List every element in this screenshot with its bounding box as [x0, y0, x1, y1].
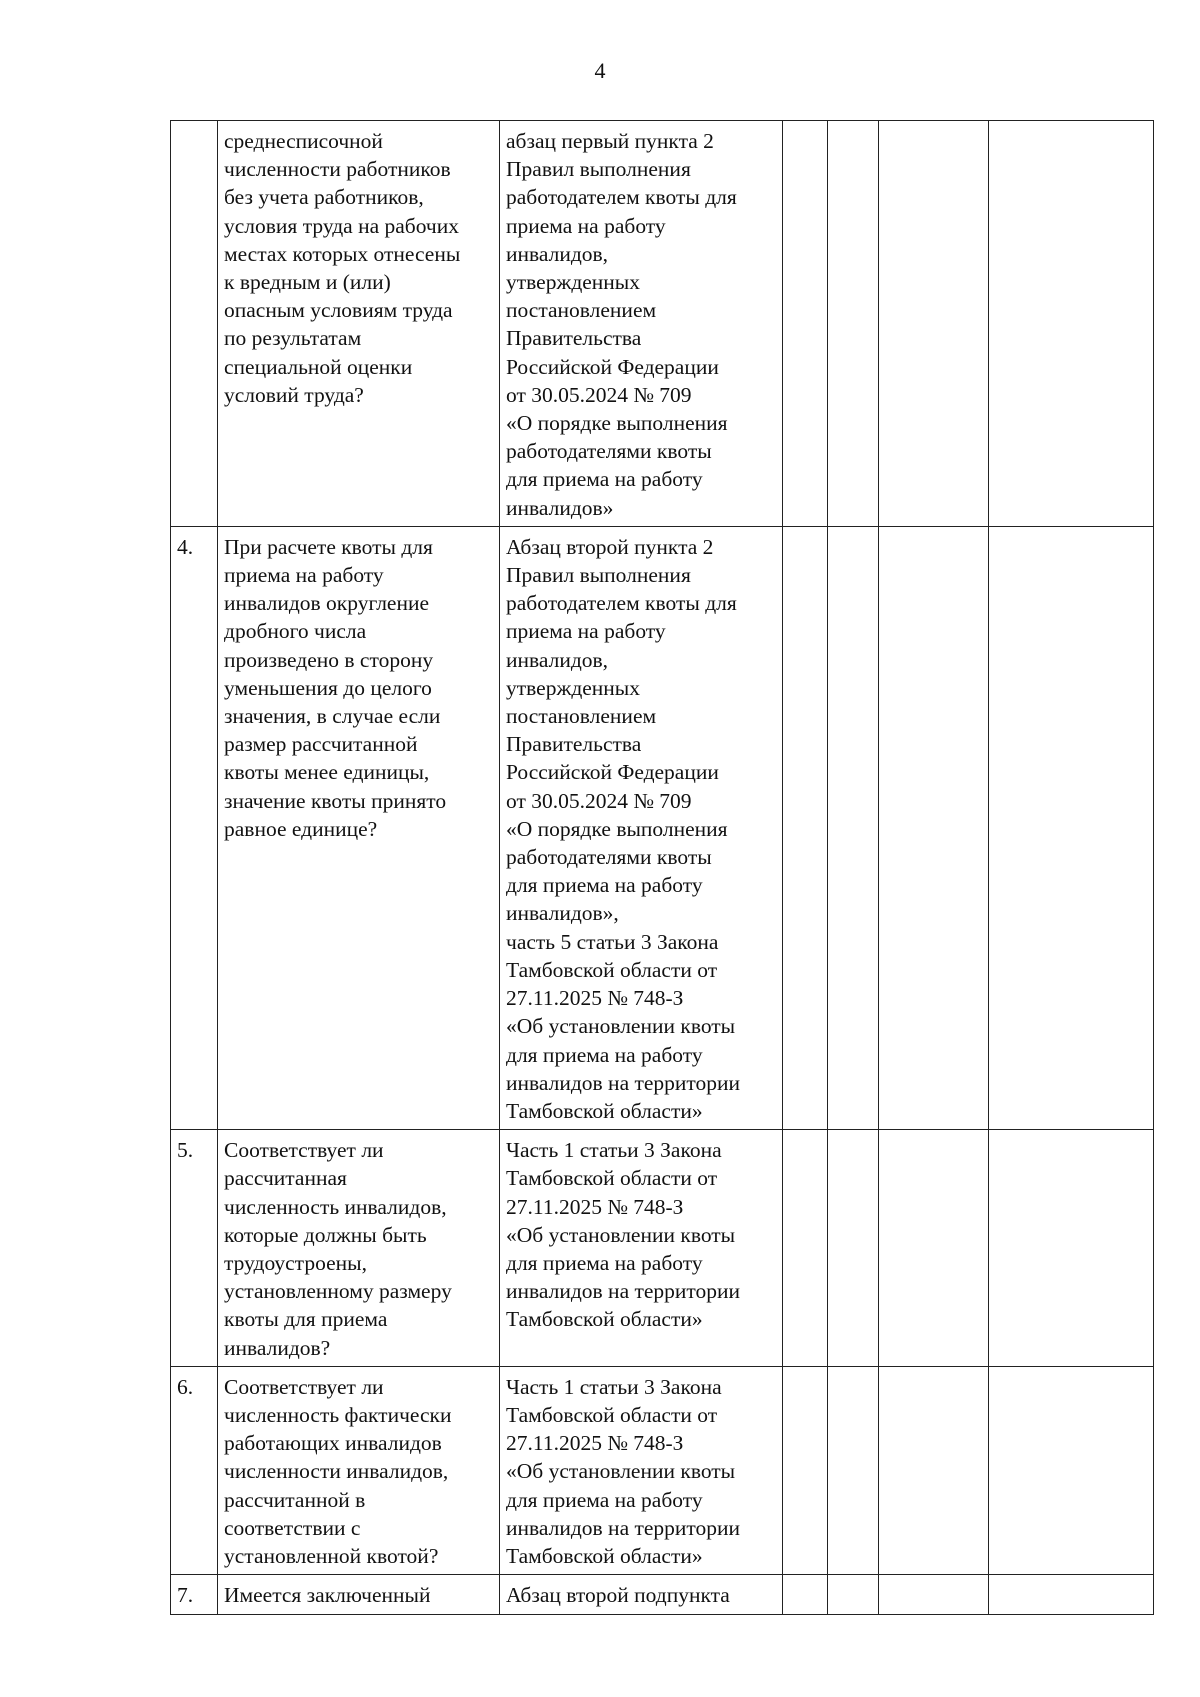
not-applicable-cell	[879, 1366, 989, 1574]
row-number: 6.	[171, 1366, 218, 1574]
question-cell: Соответствует ли численность фактически работающих инвалидов численности инвалидов, рассчитанной в соответствии с установленной квотой?	[218, 1366, 500, 1574]
answer-no-cell	[828, 526, 879, 1129]
table-row	[171, 1130, 1154, 1367]
question-cell: Имеется заключенный	[218, 1575, 500, 1615]
not-applicable-cell	[879, 121, 989, 527]
answer-yes-cell	[783, 526, 828, 1129]
legal-reference-cell: Часть 1 статьи 3 Закона Тамбовской области от 27.11.2025 № 748-З «Об установлении квоты для приема на работу инвалидов на территории Тамбовской области»	[500, 1366, 783, 1574]
question-cell: При расчете квоты для приема на работу инвалидов округление дробного числа произведено в сторону уменьшения до целого значения, в случае если размер рассчитанной квоты менее единицы, значение квоты принято равное единице?	[218, 526, 500, 1129]
legal-reference-cell: Абзац второй подпункта	[500, 1575, 783, 1615]
page-number: 4	[594, 58, 606, 83]
table-row	[171, 121, 1154, 527]
table-row	[171, 526, 1154, 1129]
notes-cell	[989, 121, 1154, 527]
legal-reference-cell: абзац первый пункта 2 Правил выполнения работодателем квоты для приема на работу инвалидов, утвержденных постановлением Правительства Российской Федерации от 30.05.2024 № 709 «О порядке выполнения работодателями квоты для приема на работу инвалидов»	[500, 121, 783, 527]
row-number: 7.	[171, 1575, 218, 1615]
question-cell: среднесписочной численности работников без учета работников, условия труда на рабочих местах которых отнесены к вредным и (или) опасным условиям труда по результатам специальной оценки условий труда?	[218, 121, 500, 527]
answer-yes-cell	[783, 121, 828, 527]
answer-yes-cell	[783, 1366, 828, 1574]
table-row	[171, 1575, 1154, 1615]
row-number: 5.	[171, 1130, 218, 1367]
answer-yes-cell	[783, 1575, 828, 1615]
notes-cell	[989, 526, 1154, 1129]
checklist-table	[170, 120, 1154, 1615]
table-row	[171, 1366, 1154, 1574]
answer-no-cell	[828, 1366, 879, 1574]
row-number: 4.	[171, 526, 218, 1129]
answer-no-cell	[828, 121, 879, 527]
not-applicable-cell	[879, 1130, 989, 1367]
notes-cell	[989, 1575, 1154, 1615]
question-cell: Соответствует ли рассчитанная численность инвалидов, которые должны быть трудоустроены, установленному размеру квоты для приема инвалидов?	[218, 1130, 500, 1367]
row-number	[171, 121, 218, 527]
answer-no-cell	[828, 1575, 879, 1615]
answer-yes-cell	[783, 1130, 828, 1367]
legal-reference-cell: Часть 1 статьи 3 Закона Тамбовской области от 27.11.2025 № 748-З «Об установлении квоты для приема на работу инвалидов на территории Тамбовской области»	[500, 1130, 783, 1367]
answer-no-cell	[828, 1130, 879, 1367]
notes-cell	[989, 1130, 1154, 1367]
not-applicable-cell	[879, 1575, 989, 1615]
not-applicable-cell	[879, 526, 989, 1129]
notes-cell	[989, 1366, 1154, 1574]
legal-reference-cell: Абзац второй пункта 2 Правил выполнения работодателем квоты для приема на работу инвалидов, утвержденных постановлением Правительства Российской Федерации от 30.05.2024 № 709 «О порядке выполнения работодателями квоты для приема на работу инвалидов», часть 5 статьи 3 Закона Тамбовской области от 27.11.2025 № 748-З «Об установлении квоты для приема на работу инвалидов на территории Тамбовской области»	[500, 526, 783, 1129]
